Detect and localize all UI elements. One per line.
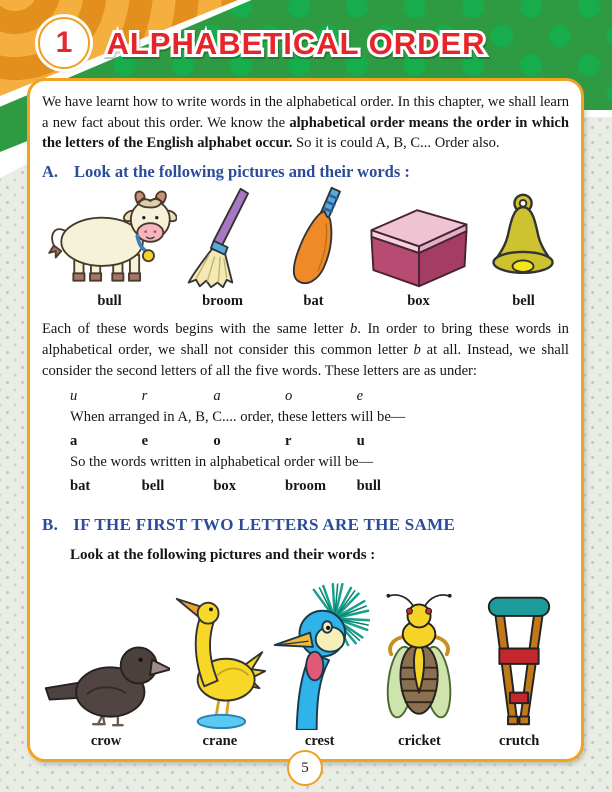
letter: a [70, 433, 78, 450]
picture-word: cricket [398, 733, 441, 750]
letter: r [141, 388, 148, 405]
picture-word: crane [202, 733, 238, 750]
word: bat [70, 478, 91, 495]
letter: e [141, 433, 149, 450]
picture-word: bull [97, 293, 122, 310]
letter: o [284, 388, 293, 405]
italic-b: b [413, 341, 421, 358]
bat-illustration [272, 186, 356, 290]
picture-row-a [42, 186, 569, 310]
picture-word: box [407, 293, 430, 310]
word: broom [284, 478, 327, 495]
sorted-words-row [70, 478, 569, 495]
intro-text-after: So it is could A, B, C... Order also. [292, 135, 500, 152]
para-text: . In order to bring these words in alphabetical order, we shall not consider this common letter [42, 321, 569, 358]
section-a-title: Look at the following pictures and their words : [74, 162, 410, 182]
chapter-title-graphic [100, 14, 540, 70]
word: bell [141, 478, 165, 495]
picture-crane [170, 597, 270, 750]
picture-bull [42, 188, 177, 310]
intro-text: We have learnt how to write words in the alphabetical order. In this chapter, we shall learn a new fact about this order. We know the [42, 94, 569, 131]
letter: e [356, 388, 364, 405]
cricket-illustration [372, 591, 468, 730]
box-illustration [359, 195, 478, 290]
para-text: Each of these words begins with the same letter [42, 321, 350, 338]
letter: u [356, 433, 365, 450]
picture-broom [177, 186, 268, 310]
para-text: at all. Instead, we shall consider the second letters of all the five words. These letters are as under: [42, 341, 569, 379]
letter: o [213, 433, 221, 450]
section-b-heading [42, 515, 569, 535]
second-letters-row [70, 388, 569, 405]
broom-illustration [181, 186, 265, 290]
content-box [27, 78, 584, 762]
word: bull [356, 478, 381, 495]
picture-word: crest [304, 733, 335, 750]
italic-b: b [349, 321, 358, 338]
picture-crow [42, 635, 170, 750]
picture-bell [478, 190, 569, 310]
chapter-number: 1 [55, 26, 73, 59]
intro-paragraph [42, 92, 569, 154]
picture-word: crutch [499, 733, 540, 750]
bull-illustration [42, 188, 177, 290]
page-number-badge [287, 750, 323, 786]
section-b-label: B. [42, 515, 59, 535]
picture-crutch [469, 591, 569, 750]
crow-illustration [42, 635, 170, 730]
word: box [213, 478, 237, 495]
page-number: 5 [301, 759, 309, 776]
picture-word: broom [202, 293, 243, 310]
chapter-number-badge [38, 17, 90, 69]
section-a-heading [42, 162, 569, 182]
section-b-subheading: Look at the following pictures and their words : [70, 547, 376, 564]
arranged-line: When arranged in A, B, C.... order, these letters will be— [70, 409, 406, 426]
picture-cricket [370, 591, 470, 750]
picture-word: bell [512, 293, 535, 310]
letter: a [213, 388, 221, 405]
crutch-illustration [483, 591, 555, 730]
letter: r [284, 433, 292, 450]
picture-word: crow [90, 733, 122, 750]
crane-illustration [172, 597, 267, 730]
picture-word: bat [303, 293, 324, 310]
bell-illustration [483, 190, 564, 290]
picture-crest [270, 582, 370, 750]
section-b-title: IF THE FIRST TWO LETTERS ARE THE SAME [73, 515, 456, 535]
picture-bat [268, 186, 359, 310]
picture-box [359, 195, 478, 310]
crest-illustration [270, 582, 370, 730]
intro-bold-text: alphabetical order means the order in which the letters of the English alphabet occur. [42, 114, 569, 152]
second-letters-paragraph [42, 319, 569, 381]
picture-row-b [42, 570, 569, 750]
section-a-label: A. [42, 162, 59, 182]
arranged-letters-row [70, 433, 569, 450]
sorted-line: So the words written in alphabetical order will be— [70, 454, 374, 471]
chapter-title: ALPHABETICAL ORDER [106, 26, 486, 61]
letter: u [70, 388, 78, 405]
